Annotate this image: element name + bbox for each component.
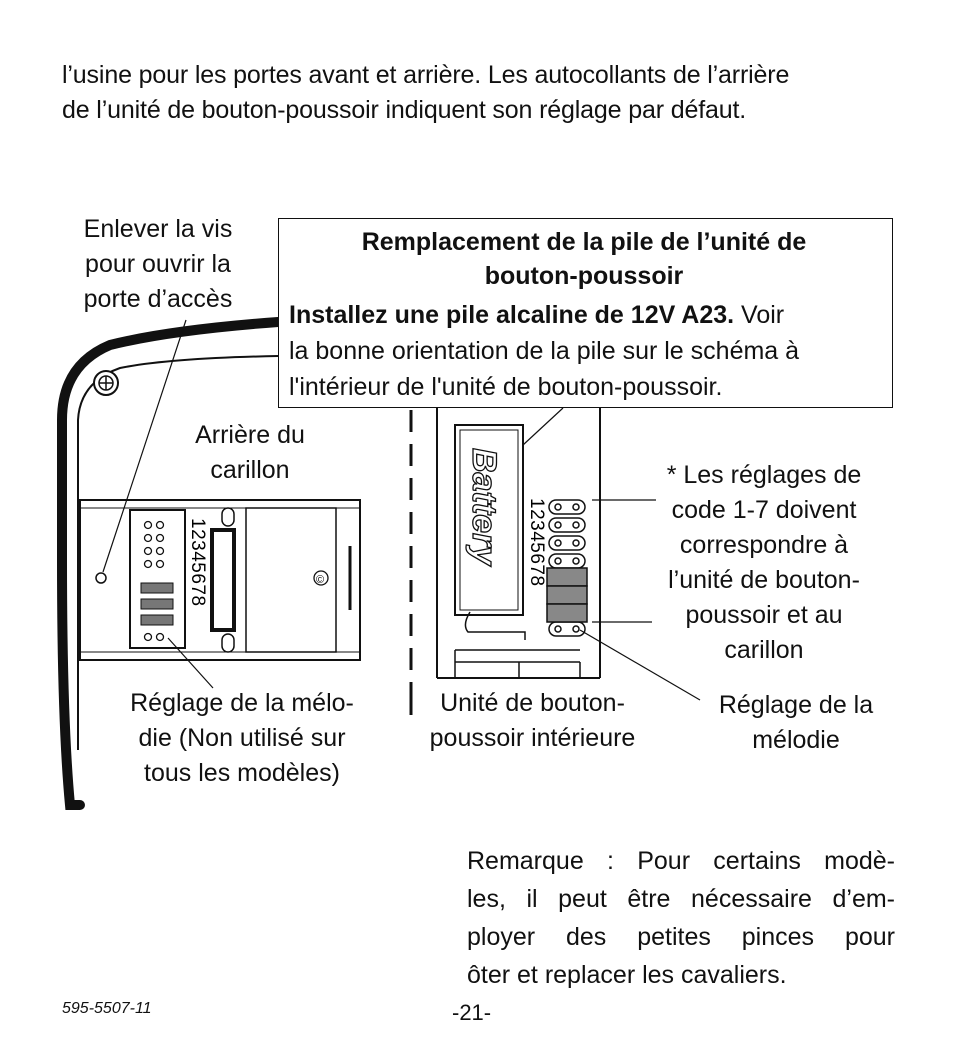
copyright-symbol: © xyxy=(316,574,325,586)
page-number: -21- xyxy=(452,1000,492,1025)
intro-line-1: l’usine pour les portes avant et arrière. Les autocollants de l’arrière xyxy=(62,61,790,89)
battery-callout-box xyxy=(278,218,893,408)
callout-title-line-1: Remplacement de la pile de l’unité de xyxy=(361,228,807,256)
remark-line-3: ployer des petites pinces pour xyxy=(467,923,895,951)
dip-numbers-left: 12345678 xyxy=(187,518,208,607)
hole-icon xyxy=(96,573,106,583)
callout-text-2: la bonne orientation de la pile sur le schéma à xyxy=(289,337,800,365)
intro-line-2: de l’unité de bouton-poussoir indiquent son réglage par défaut. xyxy=(62,96,747,124)
remark-line-1: Remarque : Pour certains modè- xyxy=(467,847,895,875)
jumpers-left xyxy=(141,583,173,625)
document-number: 595-5507-11 xyxy=(62,1000,152,1017)
melody-setting-left-label: Réglage de la mélo- die (Non utilisé sur tous les modèles) xyxy=(130,689,354,787)
remark-line-4: ôter et replacer les cavaliers. xyxy=(467,961,787,989)
indoor-unit-label: Unité de bouton- poussoir intérieure xyxy=(429,689,636,752)
battery-label: Battery xyxy=(465,448,503,566)
dip-numbers-right: 12345678 xyxy=(526,498,547,587)
remove-screw-label: Enlever la vis pour ouvrir la porte d’accès xyxy=(83,215,233,313)
code-settings-note: * Les réglages de code 1-7 doivent correspondre à l’unité de bouton- poussoir et au carillon xyxy=(666,461,862,664)
callout-text-1: Voir xyxy=(734,301,785,329)
remark-paragraph xyxy=(467,842,895,994)
callout-title xyxy=(289,225,879,293)
chime-back-label: Arrière du carillon xyxy=(195,421,305,484)
remark-line-2: les, il peut être nécessaire d’em- xyxy=(467,885,895,913)
callout-body xyxy=(289,297,892,405)
melody-dip-block-left xyxy=(130,510,185,648)
melody-setting-right-label: Réglage de la mélodie xyxy=(718,691,874,754)
callout-text-3: l'intérieur de l'unité de bouton-poussoir. xyxy=(289,373,723,401)
jumpers-right xyxy=(547,568,587,622)
callout-bold-instruction: Installez une pile alcaline de 12V A23. xyxy=(289,301,735,329)
callout-title-line-2: bouton-poussoir xyxy=(484,262,684,290)
